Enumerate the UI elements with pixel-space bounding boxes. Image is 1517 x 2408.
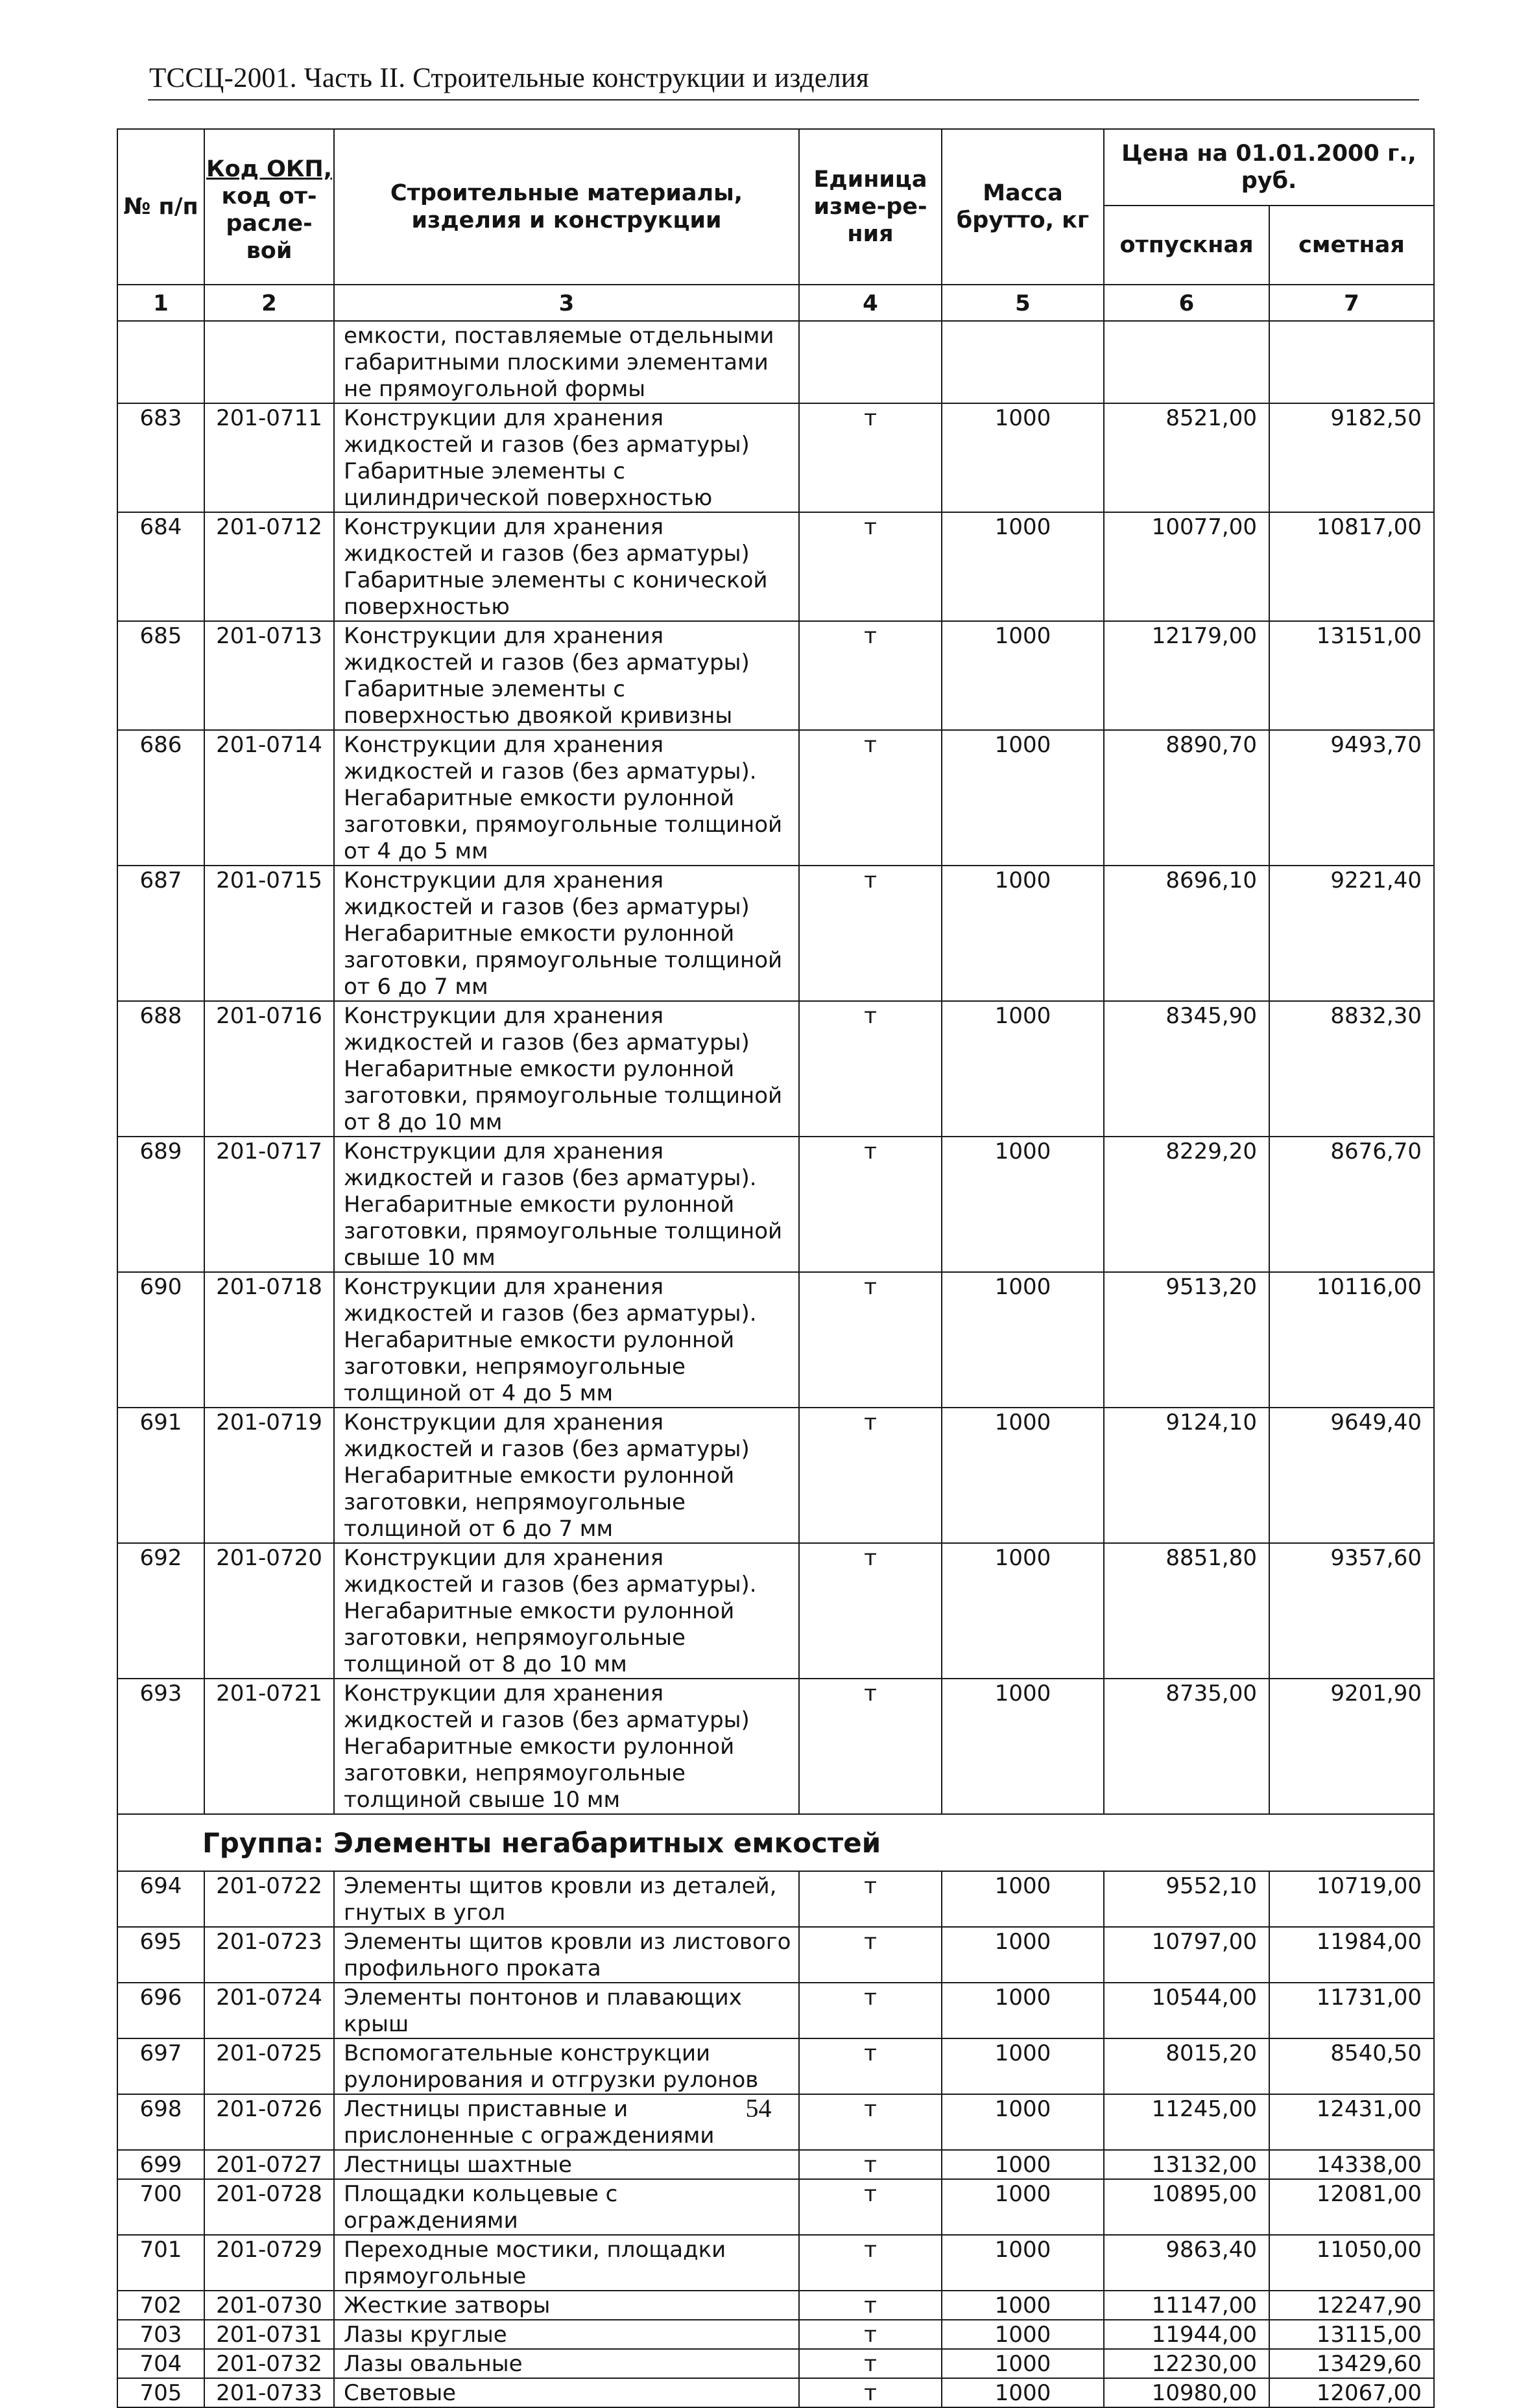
gross-mass: 1000 <box>942 2094 1104 2150</box>
unit-of-measure: т <box>799 1679 942 1814</box>
price-estimate: 9493,70 <box>1269 730 1434 866</box>
price-estimate: 9221,40 <box>1269 866 1434 1001</box>
material-name: Конструкции для хранения жидкостей и газов (без арматуры) Негабаритные емкости рулонной заготовки, непрямоугольные толщиной от 6 до 7 мм <box>334 1408 799 1543</box>
okp-code: 201-0732 <box>204 2349 334 2378</box>
okp-code: 201-0721 <box>204 1679 334 1814</box>
table-row <box>117 2320 1434 2349</box>
row-number: 691 <box>117 1408 204 1543</box>
unit-of-measure: т <box>799 2038 942 2094</box>
row-number: 690 <box>117 1272 204 1408</box>
okp-code: 201-0727 <box>204 2150 334 2179</box>
table-row <box>117 1679 1434 1814</box>
material-name: Конструкции для хранения жидкостей и газов (без арматуры). Негабаритные емкости рулонной заготовки, непрямоугольные толщиной от 8 до 10 мм <box>334 1543 799 1679</box>
price-release: 8735,00 <box>1104 1679 1269 1814</box>
price-release: 11944,00 <box>1104 2320 1269 2349</box>
material-name: Жесткие затворы <box>334 2291 799 2320</box>
row-number: 699 <box>117 2150 204 2179</box>
row-number: 703 <box>117 2320 204 2349</box>
price-release: 8015,20 <box>1104 2038 1269 2094</box>
gross-mass: 1000 <box>942 2378 1104 2407</box>
price-release: 10980,00 <box>1104 2378 1269 2407</box>
price-release: 9124,10 <box>1104 1408 1269 1543</box>
price-release: 8851,80 <box>1104 1543 1269 1679</box>
row-number: 692 <box>117 1543 204 1679</box>
header-okp-sub: код от-расле-вой <box>221 183 317 264</box>
price-release: 10895,00 <box>1104 2179 1269 2235</box>
table-row <box>117 1272 1434 1408</box>
header-mass: Масса брутто, кг <box>942 129 1104 285</box>
price-release: 9552,10 <box>1104 1871 1269 1927</box>
material-name: Площадки кольцевые с ограждениями <box>334 2179 799 2235</box>
row-number: 701 <box>117 2235 204 2291</box>
gross-mass: 1000 <box>942 512 1104 621</box>
gross-mass: 1000 <box>942 621 1104 730</box>
table-row <box>117 2038 1434 2094</box>
row-number: 683 <box>117 403 204 512</box>
column-number: 6 <box>1104 285 1269 321</box>
gross-mass: 1000 <box>942 1137 1104 1272</box>
price-estimate: 10817,00 <box>1269 512 1434 621</box>
gross-mass: 1000 <box>942 730 1104 866</box>
price-table <box>117 128 1435 2408</box>
okp-code: 201-0723 <box>204 1927 334 1983</box>
price-release: 10077,00 <box>1104 512 1269 621</box>
column-number: 4 <box>799 285 942 321</box>
price-release: 8696,10 <box>1104 866 1269 1001</box>
row-number: 694 <box>117 1871 204 1927</box>
price-estimate: 10116,00 <box>1269 1272 1434 1408</box>
row-number: 700 <box>117 2179 204 2235</box>
table-row <box>117 2378 1434 2407</box>
okp-code: 201-0729 <box>204 2235 334 2291</box>
price-estimate: 13115,00 <box>1269 2320 1434 2349</box>
okp-code: 201-0725 <box>204 2038 334 2094</box>
material-name: Конструкции для хранения жидкостей и газов (без арматуры) Габаритные элементы с поверхностью двоякой кривизны <box>334 621 799 730</box>
gross-mass: 1000 <box>942 403 1104 512</box>
row-number: 696 <box>117 1983 204 2038</box>
unit-of-measure: т <box>799 2094 942 2150</box>
price-estimate: 9201,90 <box>1269 1679 1434 1814</box>
unit-of-measure: т <box>799 1272 942 1408</box>
price-release: 9513,20 <box>1104 1272 1269 1408</box>
material-name: Лазы круглые <box>334 2320 799 2349</box>
table-row <box>117 2150 1434 2179</box>
material-name: Вспомогательные конструкции рулонирования и отгрузки рулонов <box>334 2038 799 2094</box>
group-row <box>117 1814 1434 1871</box>
price-estimate: 12431,00 <box>1269 2094 1434 2150</box>
table-row <box>117 2291 1434 2320</box>
column-number: 3 <box>334 285 799 321</box>
gross-mass: 1000 <box>942 1408 1104 1543</box>
material-name: Элементы щитов кровли из деталей, гнутых в угол <box>334 1871 799 1927</box>
unit-of-measure: т <box>799 2349 942 2378</box>
gross-mass: 1000 <box>942 1927 1104 1983</box>
gross-mass: 1000 <box>942 866 1104 1001</box>
gross-mass: 1000 <box>942 1871 1104 1927</box>
gross-mass: 1000 <box>942 2179 1104 2235</box>
okp-code: 201-0712 <box>204 512 334 621</box>
price-release: 8345,90 <box>1104 1001 1269 1137</box>
header-materials: Строительные материалы, изделия и конструкции <box>334 129 799 285</box>
table-row <box>117 1983 1434 2038</box>
table-row <box>117 730 1434 866</box>
price-estimate: 8540,50 <box>1269 2038 1434 2094</box>
price-estimate: 13151,00 <box>1269 621 1434 730</box>
gross-mass: 1000 <box>942 2349 1104 2378</box>
gross-mass: 1000 <box>942 1001 1104 1137</box>
header-unit: Единица изме-ре-ния <box>799 129 942 285</box>
gross-mass: 1000 <box>942 2320 1104 2349</box>
okp-code: 201-0716 <box>204 1001 334 1137</box>
unit-of-measure: т <box>799 2378 942 2407</box>
price-release: 13132,00 <box>1104 2150 1269 2179</box>
header-row <box>117 129 1434 206</box>
unit-of-measure: т <box>799 1927 942 1983</box>
unit-of-measure: т <box>799 1543 942 1679</box>
material-name: Конструкции для хранения жидкостей и газов (без арматуры) Негабаритные емкости рулонной заготовки, прямоугольные толщиной от 6 до 7 мм <box>334 866 799 1001</box>
price-release: 8521,00 <box>1104 403 1269 512</box>
continuation-text: емкости, поставляемые отдельными габаритными плоскими элементами не прямоугольной формы <box>334 321 799 403</box>
unit-of-measure: т <box>799 2235 942 2291</box>
material-name: Конструкции для хранения жидкостей и газов (без арматуры). Негабаритные емкости рулонной заготовки, непрямоугольные толщиной от 4 до 5 мм <box>334 1272 799 1408</box>
gross-mass: 1000 <box>942 1543 1104 1679</box>
price-release: 11245,00 <box>1104 2094 1269 2150</box>
running-header: ТССЦ-2001. Часть II. Строительные конструкции и изделия <box>149 63 869 93</box>
price-release: 9863,40 <box>1104 2235 1269 2291</box>
okp-code: 201-0724 <box>204 1983 334 2038</box>
material-name: Конструкции для хранения жидкостей и газов (без арматуры). Негабаритные емкости рулонной заготовки, прямоугольные толщиной свыше 10 мм <box>334 1137 799 1272</box>
row-number: 702 <box>117 2291 204 2320</box>
okp-code: 201-0731 <box>204 2320 334 2349</box>
row-number: 689 <box>117 1137 204 1272</box>
okp-code: 201-0730 <box>204 2291 334 2320</box>
unit-of-measure: т <box>799 2179 942 2235</box>
table-row <box>117 866 1434 1001</box>
row-number: 695 <box>117 1927 204 1983</box>
unit-of-measure: т <box>799 2291 942 2320</box>
header-price-release: отпускная <box>1104 206 1269 285</box>
group-label: Группа: Элементы негабаритных емкостей <box>117 1814 1434 1871</box>
table-row <box>117 1408 1434 1543</box>
row-number: 698 <box>117 2094 204 2150</box>
table-row <box>117 403 1434 512</box>
row-number: 684 <box>117 512 204 621</box>
okp-code: 201-0726 <box>204 2094 334 2150</box>
material-name: Конструкции для хранения жидкостей и газов (без арматуры) Негабаритные емкости рулонной заготовки, прямоугольные толщиной от 8 до 10 мм <box>334 1001 799 1137</box>
okp-code: 201-0733 <box>204 2378 334 2407</box>
gross-mass: 1000 <box>942 1679 1104 1814</box>
unit-of-measure: т <box>799 2150 942 2179</box>
unit-of-measure: т <box>799 403 942 512</box>
row-number: 693 <box>117 1679 204 1814</box>
unit-of-measure: т <box>799 730 942 866</box>
price-release: 10544,00 <box>1104 1983 1269 2038</box>
okp-code: 201-0728 <box>204 2179 334 2235</box>
okp-code: 201-0715 <box>204 866 334 1001</box>
unit-of-measure: т <box>799 1871 942 1927</box>
price-estimate: 9357,60 <box>1269 1543 1434 1679</box>
page-number: 54 <box>745 2094 772 2123</box>
price-estimate: 10719,00 <box>1269 1871 1434 1927</box>
price-estimate: 9182,50 <box>1269 403 1434 512</box>
unit-of-measure: т <box>799 2320 942 2349</box>
row-number: 685 <box>117 621 204 730</box>
material-name: Лазы овальные <box>334 2349 799 2378</box>
gross-mass: 1000 <box>942 2150 1104 2179</box>
price-release: 12179,00 <box>1104 621 1269 730</box>
table-row <box>117 2349 1434 2378</box>
row-number: 688 <box>117 1001 204 1137</box>
material-name: Переходные мостики, площадки прямоугольные <box>334 2235 799 2291</box>
price-estimate: 8676,70 <box>1269 1137 1434 1272</box>
table-row <box>117 1001 1434 1137</box>
header-okp <box>204 129 334 285</box>
header-okp-title: Код ОКП, <box>206 156 333 182</box>
table-row <box>117 2179 1434 2235</box>
price-estimate: 12081,00 <box>1269 2179 1434 2235</box>
okp-code: 201-0714 <box>204 730 334 866</box>
row-number: 704 <box>117 2349 204 2378</box>
table-row <box>117 1871 1434 1927</box>
table-row <box>117 2235 1434 2291</box>
okp-code: 201-0719 <box>204 1408 334 1543</box>
material-name: Конструкции для хранения жидкостей и газов (без арматуры) Габаритные элементы с цилиндрической поверхностью <box>334 403 799 512</box>
material-name: Элементы понтонов и плавающих крыш <box>334 1983 799 2038</box>
row-number: 705 <box>117 2378 204 2407</box>
price-estimate: 8832,30 <box>1269 1001 1434 1137</box>
okp-code: 201-0718 <box>204 1272 334 1408</box>
okp-code: 201-0711 <box>204 403 334 512</box>
price-estimate: 12067,00 <box>1269 2378 1434 2407</box>
price-estimate: 14338,00 <box>1269 2150 1434 2179</box>
material-name: Конструкции для хранения жидкостей и газов (без арматуры) Негабаритные емкости рулонной заготовки, непрямоугольные толщиной свыше 10 мм <box>334 1679 799 1814</box>
okp-code: 201-0713 <box>204 621 334 730</box>
header-num: № п/п <box>117 129 204 285</box>
price-estimate: 13429,60 <box>1269 2349 1434 2378</box>
price-release: 11147,00 <box>1104 2291 1269 2320</box>
price-release: 10797,00 <box>1104 1927 1269 1983</box>
material-name: Конструкции для хранения жидкостей и газов (без арматуры). Негабаритные емкости рулонной заготовки, прямоугольные толщиной от 4 до 5 мм <box>334 730 799 866</box>
gross-mass: 1000 <box>942 2291 1104 2320</box>
column-number: 7 <box>1269 285 1434 321</box>
row-number: 697 <box>117 2038 204 2094</box>
price-estimate: 11050,00 <box>1269 2235 1434 2291</box>
price-release: 12230,00 <box>1104 2349 1269 2378</box>
unit-of-measure: т <box>799 1001 942 1137</box>
material-name: Лестницы приставные и прислоненные с ограждениями <box>334 2094 799 2150</box>
gross-mass: 1000 <box>942 1983 1104 2038</box>
column-numbers-row <box>117 285 1434 321</box>
price-estimate: 12247,90 <box>1269 2291 1434 2320</box>
continuation-row <box>117 321 1434 403</box>
table-row <box>117 1543 1434 1679</box>
material-name: Конструкции для хранения жидкостей и газов (без арматуры) Габаритные элементы с конической поверхностью <box>334 512 799 621</box>
okp-code: 201-0720 <box>204 1543 334 1679</box>
price-estimate: 11984,00 <box>1269 1927 1434 1983</box>
column-number: 2 <box>204 285 334 321</box>
unit-of-measure: т <box>799 621 942 730</box>
material-name: Элементы щитов кровли из листового профильного проката <box>334 1927 799 1983</box>
column-number: 5 <box>942 285 1104 321</box>
gross-mass: 1000 <box>942 1272 1104 1408</box>
price-estimate: 11731,00 <box>1269 1983 1434 2038</box>
material-name: Лестницы шахтные <box>334 2150 799 2179</box>
okp-code: 201-0722 <box>204 1871 334 1927</box>
header-price-group: Цена на 01.01.2000 г., руб. <box>1104 129 1434 206</box>
header-price-estimate: сметная <box>1269 206 1434 285</box>
row-number: 687 <box>117 866 204 1001</box>
row-number: 686 <box>117 730 204 866</box>
table-row <box>117 621 1434 730</box>
header-rule <box>148 99 1419 100</box>
unit-of-measure: т <box>799 866 942 1001</box>
table-row <box>117 512 1434 621</box>
unit-of-measure: т <box>799 1408 942 1543</box>
unit-of-measure: т <box>799 1983 942 2038</box>
price-estimate: 9649,40 <box>1269 1408 1434 1543</box>
gross-mass: 1000 <box>942 2038 1104 2094</box>
column-number: 1 <box>117 285 204 321</box>
table-row <box>117 1927 1434 1983</box>
unit-of-measure: т <box>799 512 942 621</box>
table-body <box>117 285 1434 2407</box>
unit-of-measure: т <box>799 1137 942 1272</box>
price-release: 8890,70 <box>1104 730 1269 866</box>
price-release: 8229,20 <box>1104 1137 1269 1272</box>
okp-code: 201-0717 <box>204 1137 334 1272</box>
material-name: Световые <box>334 2378 799 2407</box>
table-row <box>117 1137 1434 1272</box>
gross-mass: 1000 <box>942 2235 1104 2291</box>
